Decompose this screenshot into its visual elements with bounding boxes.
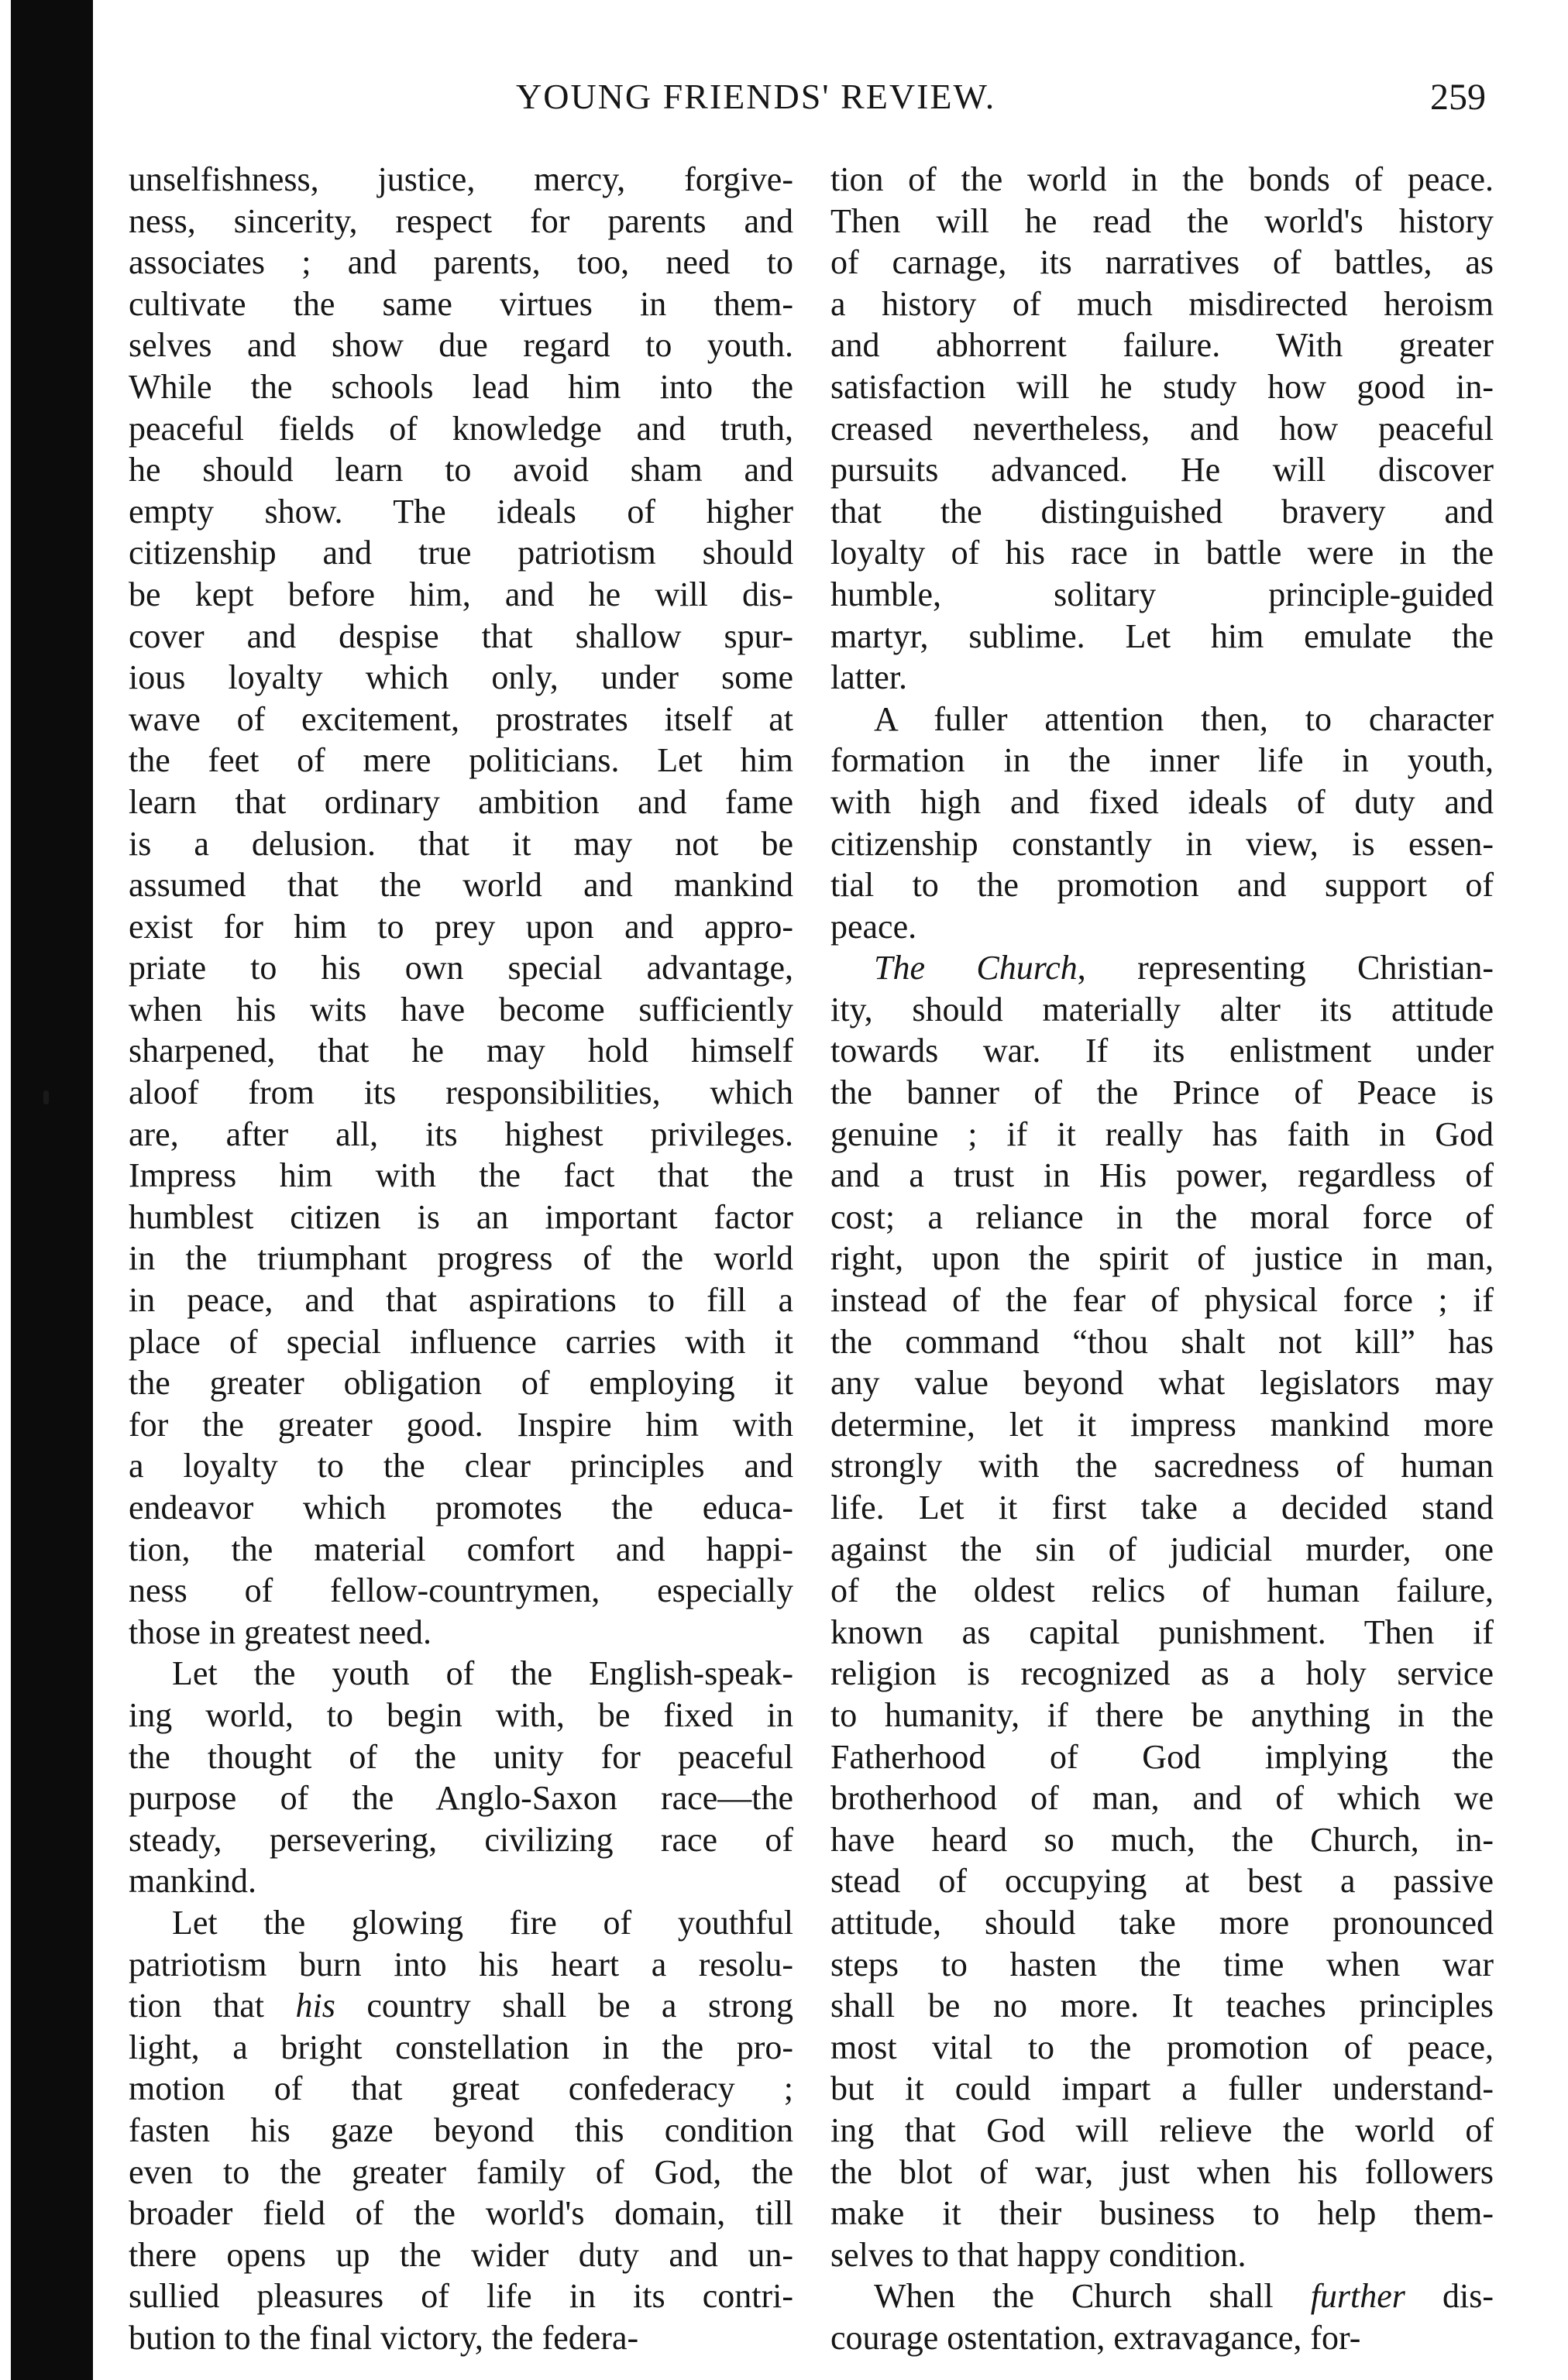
left-column-line: the feet of mere politicians. Let him bbox=[129, 741, 793, 780]
right-column-line: tial to the promotion and support of bbox=[830, 866, 1494, 905]
right-column-line: of the oldest relics of human failure, bbox=[830, 1571, 1494, 1610]
right-column-line: and abhorrent failure. With greater bbox=[830, 326, 1494, 365]
right-column-line: attitude, should take more pronounced bbox=[830, 1903, 1494, 1942]
right-column-line: a history of much misdirected heroism bbox=[830, 284, 1494, 323]
right-column-line: cost; a reliance in the moral force of bbox=[830, 1197, 1494, 1236]
left-column-line: tion that his country shall be a strong bbox=[129, 1987, 793, 2025]
left-column-line: for the greater good. Inspire him with bbox=[129, 1405, 793, 1444]
right-column-line: shall be no more. It teaches principles bbox=[830, 1987, 1494, 2025]
left-column-line: endeavor which promotes the educa- bbox=[129, 1489, 793, 1527]
right-column-line: most vital to the promotion of peace, bbox=[830, 2028, 1494, 2066]
right-column-line: any value beyond what legislators may bbox=[830, 1364, 1494, 1403]
right-column-line: the command “thou shalt not kill” has bbox=[830, 1322, 1494, 1361]
left-column-line: steady, persevering, civilizing race of bbox=[129, 1820, 793, 1859]
left-column-line: learn that ordinary ambition and fame bbox=[129, 782, 793, 821]
right-column-line: life. Let it first take a decided stand bbox=[830, 1489, 1494, 1527]
left-column-line: priate to his own special advantage, bbox=[129, 949, 793, 987]
left-column-line: Impress him with the fact that the bbox=[129, 1156, 793, 1195]
left-column-line: cultivate the same virtues in them- bbox=[129, 284, 793, 323]
running-title: YOUNG FRIENDS' REVIEW. bbox=[516, 77, 996, 116]
left-column-line: the thought of the unity for peaceful bbox=[129, 1737, 793, 1776]
left-column-line: those in greatest need. bbox=[129, 1612, 432, 1651]
right-column-line: right, upon the spirit of justice in man, bbox=[830, 1239, 1494, 1278]
right-column-line: latter. bbox=[830, 658, 907, 697]
left-column-line: sharpened, that he may hold himself bbox=[129, 1032, 793, 1070]
left-column-line: the greater obligation of employing it bbox=[129, 1364, 793, 1403]
left-column-line: cover and despise that shallow spur- bbox=[129, 616, 793, 655]
left-column-line: ness, sincerity, respect for parents and bbox=[129, 201, 793, 240]
left-column-line: ious loyalty which only, under some bbox=[129, 658, 793, 697]
left-column-line: ing world, to begin with, be fixed in bbox=[129, 1695, 793, 1734]
left-column-line: be kept before him, and he will dis- bbox=[129, 575, 793, 613]
right-column-line: make it their business to help them- bbox=[830, 2194, 1494, 2233]
right-column-line: courage ostentation, extravagance, for- bbox=[830, 2318, 1361, 2357]
right-column-line: the blot of war, just when his followers bbox=[830, 2152, 1494, 2191]
right-column-line: Fatherhood of God implying the bbox=[830, 1737, 1494, 1776]
right-column-line: genuine ; if it really has faith in God bbox=[830, 1114, 1494, 1153]
right-column-line: humble, solitary principle-guided bbox=[830, 575, 1494, 613]
left-column-line: in the triumphant progress of the world bbox=[129, 1239, 793, 1278]
binding-edge-shadow bbox=[11, 0, 93, 2380]
right-column-line: martyr, sublime. Let him emulate the bbox=[830, 616, 1494, 655]
left-column-line: humblest citizen is an important factor bbox=[129, 1197, 793, 1236]
right-column-line: When the Church shall further dis- bbox=[874, 2277, 1494, 2316]
right-column-line: citizenship constantly in view, is essen- bbox=[830, 824, 1494, 863]
left-column-line: fasten his gaze beyond this condition bbox=[129, 2110, 793, 2149]
left-column-line: unselfishness, justice, mercy, forgive- bbox=[129, 160, 793, 198]
left-column-line: selves and show due regard to youth. bbox=[129, 326, 793, 365]
left-column-line: associates ; and parents, too, need to bbox=[129, 243, 793, 282]
left-column-line: citizenship and true patriotism should bbox=[129, 534, 793, 572]
left-column-line: bution to the final victory, the federa- bbox=[129, 2318, 639, 2357]
right-column-line: religion is recognized as a holy service bbox=[830, 1654, 1494, 1693]
left-column-line: sullied pleasures of life in its contri- bbox=[129, 2277, 793, 2316]
right-column-line: against the sin of judicial murder, one bbox=[830, 1530, 1494, 1568]
left-column-line: when his wits have become sufficiently bbox=[129, 990, 793, 1029]
right-column-line: but it could impart a fuller understand- bbox=[830, 2069, 1494, 2108]
right-column-line: to humanity, if there be anything in the bbox=[830, 1695, 1494, 1734]
left-column-line: place of special influence carries with it bbox=[129, 1322, 793, 1361]
right-column-line: formation in the inner life in youth, bbox=[830, 741, 1494, 780]
left-column-line: a loyalty to the clear principles and bbox=[129, 1447, 793, 1485]
margin-mark bbox=[43, 1090, 49, 1104]
left-column-line: Let the youth of the English-speak- bbox=[172, 1654, 793, 1693]
left-column-line: tion, the material comfort and happi- bbox=[129, 1530, 793, 1568]
right-column-line: pursuits advanced. He will discover bbox=[830, 451, 1494, 489]
left-column-line: While the schools lead him into the bbox=[129, 367, 793, 406]
right-column-line: loyalty of his race in battle were in the bbox=[830, 534, 1494, 572]
left-column-line: ness of fellow-countrymen, especially bbox=[129, 1571, 793, 1610]
right-column-line: steps to hasten the time when war bbox=[830, 1945, 1494, 1983]
right-column-line: known as capital punishment. Then if bbox=[830, 1612, 1494, 1651]
right-column-line: towards war. If its enlistment under bbox=[830, 1032, 1494, 1070]
left-column-line: is a delusion. that it may not be bbox=[129, 824, 793, 863]
left-column-line: aloof from its responsibilities, which bbox=[129, 1073, 793, 1112]
left-column-line: there opens up the wider duty and un- bbox=[129, 2235, 793, 2274]
right-column-line: strongly with the sacredness of human bbox=[830, 1447, 1494, 1485]
right-column-line: brotherhood of man, and of which we bbox=[830, 1779, 1494, 1818]
left-column-line: are, after all, its highest privileges. bbox=[129, 1114, 793, 1153]
left-column-line: peaceful fields of knowledge and truth, bbox=[129, 409, 793, 448]
left-column-line: in peace, and that aspirations to fill a bbox=[129, 1281, 793, 1320]
right-column-line: ing that God will relieve the world of bbox=[830, 2110, 1494, 2149]
left-column-line: purpose of the Anglo-Saxon race—the bbox=[129, 1779, 793, 1818]
left-column-line: assumed that the world and mankind bbox=[129, 866, 793, 905]
right-column-line: instead of the fear of physical force ; if bbox=[830, 1281, 1494, 1320]
right-column-line: The Church, representing Christian- bbox=[874, 949, 1494, 987]
right-column-line: determine, let it impress mankind more bbox=[830, 1405, 1494, 1444]
right-column-line: stead of occupying at best a passive bbox=[830, 1862, 1494, 1901]
left-column-line: empty show. The ideals of higher bbox=[129, 492, 793, 531]
right-column-line: ity, should materially alter its attitude bbox=[830, 990, 1494, 1029]
right-column-line: with high and fixed ideals of duty and bbox=[830, 782, 1494, 821]
right-column-line: Then will he read the world's history bbox=[830, 201, 1494, 240]
right-text-column bbox=[830, 159, 1494, 2358]
left-text-column bbox=[129, 159, 793, 2358]
right-column-line: satisfaction will he study how good in- bbox=[830, 367, 1494, 406]
right-column-line: of carnage, its narratives of battles, as bbox=[830, 243, 1494, 282]
page-number: 259 bbox=[1430, 77, 1486, 118]
right-column-line: peace. bbox=[830, 907, 917, 946]
left-column-line: broader field of the world's domain, till bbox=[129, 2194, 793, 2233]
right-column-line: that the distinguished bravery and bbox=[830, 492, 1494, 531]
left-column-line: Let the glowing fire of youthful bbox=[172, 1903, 793, 1942]
left-column-line: even to the greater family of God, the bbox=[129, 2152, 793, 2191]
left-column-line: mankind. bbox=[129, 1862, 256, 1901]
right-column-line: selves to that happy condition. bbox=[830, 2235, 1246, 2274]
left-column-line: motion of that great confederacy ; bbox=[129, 2069, 793, 2108]
right-column-line: A fuller attention then, to character bbox=[874, 699, 1494, 738]
left-column-line: wave of excitement, prostrates itself at bbox=[129, 699, 793, 738]
left-column-line: patriotism burn into his heart a resolu- bbox=[129, 1945, 793, 1983]
right-column-line: creased nevertheless, and how peaceful bbox=[830, 409, 1494, 448]
left-column-line: light, a bright constellation in the pro- bbox=[129, 2028, 793, 2066]
right-column-line: the banner of the Prince of Peace is bbox=[830, 1073, 1494, 1112]
right-column-line: tion of the world in the bonds of peace. bbox=[830, 160, 1494, 198]
right-column-line: and a trust in His power, regardless of bbox=[830, 1156, 1494, 1195]
left-column-line: he should learn to avoid sham and bbox=[129, 451, 793, 489]
right-column-line: have heard so much, the Church, in- bbox=[830, 1820, 1494, 1859]
left-column-line: exist for him to prey upon and appro- bbox=[129, 907, 793, 946]
